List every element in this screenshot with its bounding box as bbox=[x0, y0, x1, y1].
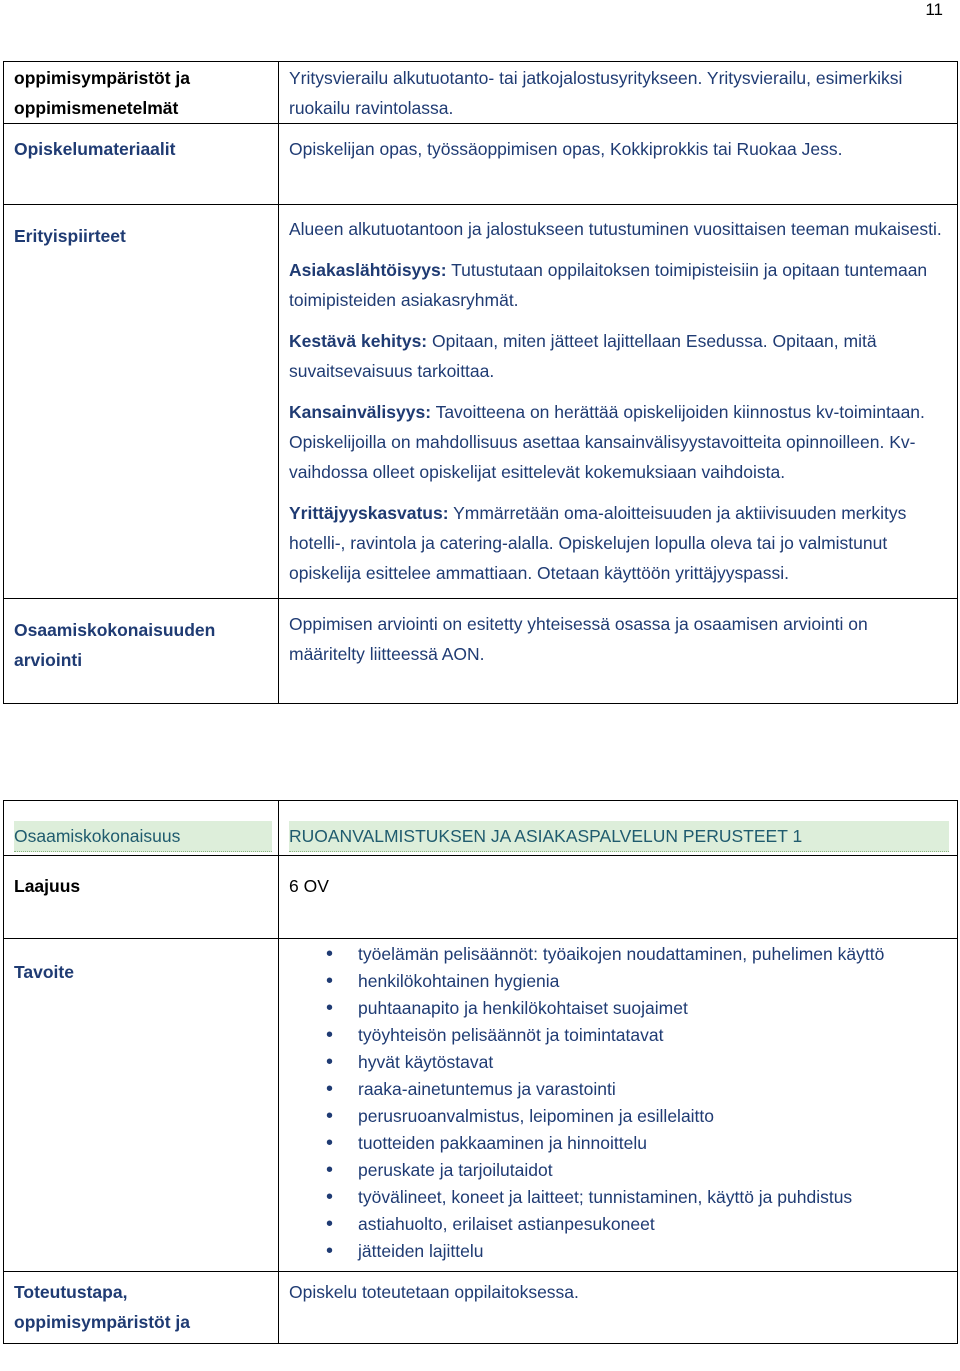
row-value-learning-environments bbox=[279, 62, 958, 124]
table-row bbox=[4, 801, 958, 856]
feature-title: Kansainvälisyys: bbox=[289, 402, 432, 422]
list-item: • puhtaanapito ja henkilökohtaiset suojaimet bbox=[289, 995, 947, 1022]
feature-entrepreneurship bbox=[289, 498, 947, 588]
scope-label-cell bbox=[4, 856, 279, 939]
list-item: • tuotteiden pakkaaminen ja hinnoittelu bbox=[289, 1130, 947, 1157]
list-item: • peruskate ja tarjoilutaidot bbox=[289, 1157, 947, 1184]
feature-text: Opitaan, miten jätteet lajittellaan Esedussa. Opitaan, mitä suvaitsevaisuus tarkoittaa. bbox=[289, 331, 877, 381]
table-row bbox=[4, 205, 958, 599]
row-label-assessment bbox=[4, 599, 279, 704]
objective-list bbox=[289, 941, 947, 1265]
implementation-label-cell bbox=[4, 1272, 279, 1344]
row-value-special-features bbox=[279, 205, 958, 599]
table-row bbox=[4, 939, 958, 1272]
feature-customer-orientation bbox=[289, 255, 947, 315]
feature-title: Asiakaslähtöisyys: bbox=[289, 260, 447, 280]
objective-label-cell bbox=[4, 939, 279, 1272]
feature-text: Tavoitteena on herättää opiskelijoiden kiinnostus kv-toimintaan. Opiskelijoilla on mahdollisuus asettaa kansainvälisyystavoitteita opinnoilleen. Kv-vaihdossa olleet opiskelijat esittelevät kokemuksiaan vaihdoista. bbox=[289, 402, 925, 482]
table-row bbox=[4, 1272, 958, 1344]
implementation-label: Toteutustapa, oppimisympäristöt ja bbox=[14, 1282, 191, 1332]
page-number: 11 bbox=[925, 0, 943, 19]
feature-text: Ymmärretään oma-aloitteisuuden ja aktiivisuuden merkitys hotelli-, ravintola ja catering-alalla. Opiskelujen lopulla oleva tai jo valmistunut opiskelija esittelee ammattiaan. Otetaan käyttöön yrittäjyyspassi. bbox=[289, 503, 907, 583]
row-label-special-features bbox=[4, 205, 279, 599]
list-item: • astiahuolto, erilaiset astianpesukoneet bbox=[289, 1211, 947, 1238]
objective-label: Tavoite bbox=[14, 962, 74, 982]
row-label-text: oppimisympäristöt ja oppimismenetelmät bbox=[14, 68, 191, 118]
feature-internationality bbox=[289, 397, 947, 487]
scope-label: Laajuus bbox=[14, 876, 81, 896]
list-item: • perusruoanvalmistus, leipominen ja esillelaitto bbox=[289, 1103, 947, 1130]
table-row bbox=[4, 124, 958, 205]
row-label-text: Erityispiirteet bbox=[14, 226, 126, 246]
study-module-details-table bbox=[3, 61, 958, 704]
row-label-text: Osaamiskokonaisuuden arviointi bbox=[14, 620, 216, 670]
feature-sustainable-development bbox=[289, 326, 947, 386]
row-value-text: Yritysvierailu alkutuotanto- tai jatkojalostusyritykseen. Yritysvierailu, esimerkiksi ruokailu ravintolassa. bbox=[289, 68, 903, 118]
table-row bbox=[4, 856, 958, 939]
feature-text: Tutustutaan oppilaitoksen toimipisteisiin ja opitaan tuntemaan toimipisteiden asiakasryhmät. bbox=[289, 260, 928, 310]
module-header-value-cell bbox=[279, 801, 958, 856]
row-label-text: Opiskelumateriaalit bbox=[14, 139, 176, 159]
module-title: RUOANVALMISTUKSEN JA ASIAKASPALVELUN PERUSTEET 1 bbox=[289, 821, 949, 852]
implementation-value: Opiskelu toteutetaan oppilaitoksessa. bbox=[289, 1282, 579, 1302]
list-item: • henkilökohtainen hygienia bbox=[289, 968, 947, 995]
row-value-text: Oppimisen arviointi on esitetty yhteisessä osassa ja osaamisen arviointi on määritelty liitteessä AON. bbox=[289, 614, 868, 664]
objective-list-cell bbox=[279, 939, 958, 1272]
feature-title: Kestävä kehitys: bbox=[289, 331, 428, 351]
list-item: • työyhteisön pelisäännöt ja toimintatavat bbox=[289, 1022, 947, 1049]
list-item: • hyvät käytöstavat bbox=[289, 1049, 947, 1076]
special-features-intro: Alueen alkutuotantoon ja jalostukseen tutustuminen vuosittaisen teeman mukaisesti. bbox=[289, 219, 942, 239]
list-item: • raaka-ainetuntemus ja varastointi bbox=[289, 1076, 947, 1103]
table-row bbox=[4, 62, 958, 124]
competence-module-table bbox=[3, 800, 958, 1344]
row-label-study-materials bbox=[4, 124, 279, 205]
table-row bbox=[4, 599, 958, 704]
list-item: • työvälineet, koneet ja laitteet; tunnistaminen, käyttö ja puhdistus bbox=[289, 1184, 947, 1211]
list-item: • jätteiden lajittelu bbox=[289, 1238, 947, 1265]
feature-title: Yrittäjyyskasvatus: bbox=[289, 503, 449, 523]
implementation-value-cell bbox=[279, 1272, 958, 1344]
module-header-label: Osaamiskokonaisuus bbox=[14, 821, 272, 852]
module-header-label-cell bbox=[4, 801, 279, 856]
row-label-learning-environments bbox=[4, 62, 279, 124]
row-value-study-materials bbox=[279, 124, 958, 205]
row-value-text: Opiskelijan opas, työssäoppimisen opas, Kokkiprokkis tai Ruokaa Jess. bbox=[289, 139, 843, 159]
row-value-assessment bbox=[279, 599, 958, 704]
scope-value-cell bbox=[279, 856, 958, 939]
scope-value: 6 OV bbox=[289, 876, 329, 896]
list-item: • työelämän pelisäännöt: työaikojen noudattaminen, puhelimen käyttö bbox=[289, 941, 947, 968]
